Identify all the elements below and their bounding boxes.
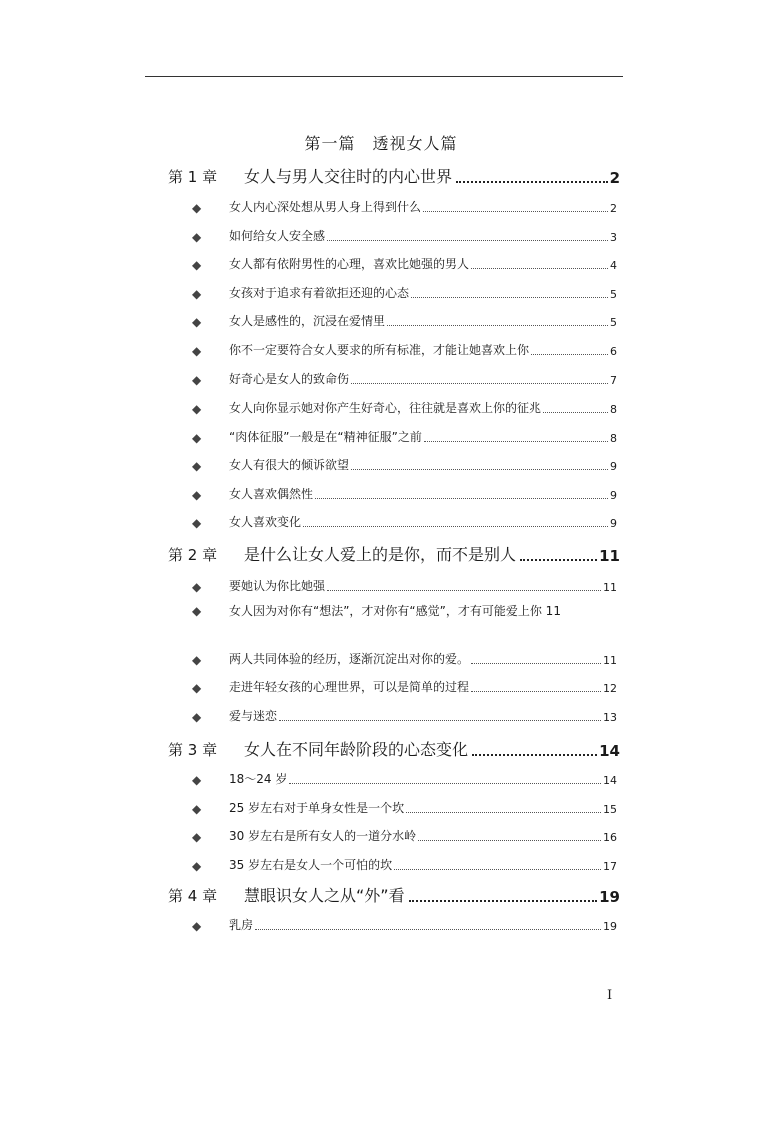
entry-title: 女人都有依附男性的心理，喜欢比她强的男人 — [229, 257, 470, 271]
chapter-number: 第 1 章 — [168, 168, 218, 186]
entry-title: “肉体征服”一般是在“精神征服”之前 — [229, 430, 422, 444]
entry-title: 35 岁左右是女人一个可怕的坎 — [229, 858, 393, 872]
diamond-bullet-icon: ◆ — [192, 344, 202, 358]
entry-title: 女人喜欢变化 — [229, 515, 302, 529]
entry-page-number: 7 — [610, 374, 617, 387]
diamond-bullet-icon: ◆ — [192, 859, 202, 873]
entry-page-number: 19 — [603, 920, 617, 933]
toc-chapter-row[interactable] — [168, 737, 620, 760]
toc-chapter-row[interactable] — [168, 164, 620, 187]
entry-title: 乳房 — [229, 918, 254, 932]
entry-page-number: 14 — [603, 774, 617, 787]
entry-title: 女人是感性的，沉浸在爱情里 — [229, 314, 386, 328]
entry-title: 女人内心深处想从男人身上得到什么 — [229, 200, 422, 214]
dot-leader — [471, 662, 601, 664]
entry-title: 两人共同体验的经历，逐渐沉淀出对你的爱。 — [229, 652, 470, 666]
diamond-bullet-icon: ◆ — [192, 773, 202, 787]
entry-page-number: 8 — [610, 403, 617, 416]
toc-entry-row[interactable] — [192, 284, 617, 301]
dot-leader — [255, 928, 601, 930]
entry-title: 女孩对于追求有着欲拒还迎的心态 — [229, 286, 410, 300]
toc-entry-row[interactable] — [192, 707, 617, 724]
dot-leader — [327, 589, 601, 591]
diamond-bullet-icon: ◆ — [192, 201, 202, 215]
dot-leader — [456, 180, 608, 183]
entry-page-number: 9 — [610, 489, 617, 502]
dot-leader — [471, 267, 608, 269]
dot-leader — [351, 382, 608, 384]
toc-entry-row[interactable] — [192, 577, 617, 594]
dot-leader — [520, 558, 597, 561]
diamond-bullet-icon: ◆ — [192, 431, 202, 445]
dot-leader — [543, 411, 608, 413]
chapter-number: 第 3 章 — [168, 741, 218, 759]
entry-title: 好奇心是女人的致命伤 — [229, 372, 350, 386]
dot-leader — [394, 868, 601, 870]
entry-page-number: 15 — [603, 803, 617, 816]
diamond-bullet-icon: ◆ — [192, 287, 202, 301]
entry-title: 你不一定要符合女人要求的所有标准，才能让她喜欢上你 — [229, 343, 530, 357]
diamond-bullet-icon: ◆ — [192, 830, 202, 844]
dot-leader — [387, 324, 608, 326]
entry-page-number: 8 — [610, 432, 617, 445]
diamond-bullet-icon: ◆ — [192, 459, 202, 473]
dot-leader — [423, 210, 608, 212]
toc-entry-row[interactable] — [192, 456, 617, 473]
entry-title: 爱与迷恋 — [229, 709, 278, 723]
entry-page-number: 13 — [603, 711, 617, 724]
entry-page-number: 5 — [610, 288, 617, 301]
dot-leader — [351, 468, 608, 470]
entry-title: 女人喜欢偶然性 — [229, 487, 314, 501]
toc-entry-row[interactable] — [192, 856, 617, 873]
toc-entry-row[interactable] — [192, 227, 617, 244]
chapter-title: 女人在不同年龄阶段的心态变化 — [244, 740, 469, 759]
dot-leader — [531, 353, 608, 355]
chapter-page-number: 11 — [599, 547, 620, 565]
entry-page-number: 3 — [610, 231, 617, 244]
dot-leader — [315, 497, 608, 499]
entry-title: 如何给女人安全感 — [229, 229, 326, 243]
diamond-bullet-icon: ◆ — [192, 258, 202, 272]
page-number: I — [607, 988, 613, 1003]
entry-title: 女人有很大的倾诉欲望 — [229, 458, 350, 472]
toc-entry-row[interactable] — [192, 770, 617, 787]
toc-entry-row[interactable] — [192, 255, 617, 272]
entry-page-number: 17 — [603, 860, 617, 873]
dot-leader — [411, 296, 608, 298]
toc-entry-row[interactable] — [192, 650, 617, 667]
diamond-bullet-icon: ◆ — [192, 402, 202, 416]
entry-page-number: 11 — [603, 654, 617, 667]
dot-leader — [303, 525, 608, 527]
toc-entry-row[interactable] — [192, 399, 617, 416]
dot-leader — [409, 899, 598, 902]
diamond-bullet-icon: ◆ — [192, 230, 202, 244]
dot-leader — [327, 239, 608, 241]
entry-title: 女人因为对你有“想法”，才对你有“感觉”，才有可能爱上你 11 — [229, 604, 561, 618]
diamond-bullet-icon: ◆ — [192, 488, 202, 502]
diamond-bullet-icon: ◆ — [192, 802, 202, 816]
toc-entry-row[interactable] — [192, 678, 617, 695]
diamond-bullet-icon: ◆ — [192, 315, 202, 329]
toc-entry-row[interactable] — [192, 603, 617, 620]
toc-entry-row[interactable] — [192, 513, 617, 530]
diamond-bullet-icon: ◆ — [192, 373, 202, 387]
chapter-page-number: 14 — [599, 742, 620, 760]
entry-title: 走进年轻女孩的心理世界，可以是简单的过程 — [229, 680, 470, 694]
toc-entry-row[interactable] — [192, 312, 617, 329]
toc-entry-row[interactable] — [192, 198, 617, 215]
chapter-title: 慧眼识女人之从“外”看 — [244, 886, 405, 905]
dot-leader — [279, 719, 601, 721]
toc-entry-row[interactable] — [192, 799, 617, 816]
chapter-number: 第 2 章 — [168, 546, 218, 564]
entry-page-number: 11 — [603, 581, 617, 594]
dot-leader — [406, 811, 601, 813]
part-title: 第一篇 透视女人篇 — [304, 134, 458, 153]
diamond-bullet-icon: ◆ — [192, 653, 202, 667]
diamond-bullet-icon: ◆ — [192, 604, 202, 618]
entry-page-number: 4 — [610, 259, 617, 272]
chapter-title: 女人与男人交往时的内心世界 — [244, 167, 453, 186]
toc-entry-row[interactable] — [192, 428, 617, 445]
dot-leader — [472, 753, 597, 756]
entry-page-number: 9 — [610, 460, 617, 473]
entry-title: 要她认为你比她强 — [229, 579, 326, 593]
entry-title: 30 岁左右是所有女人的一道分水岭 — [229, 829, 417, 843]
toc-entry-row[interactable] — [192, 827, 617, 844]
entry-page-number: 16 — [603, 831, 617, 844]
entry-title: 18～24 岁 — [229, 772, 288, 786]
dot-leader — [471, 690, 601, 692]
toc-entry-row[interactable] — [192, 341, 617, 358]
header-rule — [145, 76, 623, 77]
toc-chapter-row[interactable] — [168, 883, 620, 906]
diamond-bullet-icon: ◆ — [192, 580, 202, 594]
dot-leader — [424, 440, 608, 442]
diamond-bullet-icon: ◆ — [192, 516, 202, 530]
chapter-page-number: 2 — [609, 169, 620, 187]
toc-entry-row[interactable] — [192, 916, 617, 933]
chapter-page-number: 19 — [599, 888, 620, 906]
chapter-title: 是什么让女人爱上的是你，而不是别人 — [244, 545, 517, 564]
entry-page-number: 5 — [610, 316, 617, 329]
entry-page-number: 9 — [610, 517, 617, 530]
dot-leader — [289, 782, 601, 784]
dot-leader — [418, 839, 601, 841]
diamond-bullet-icon: ◆ — [192, 681, 202, 695]
entry-page-number: 6 — [610, 345, 617, 358]
entry-title: 女人向你显示她对你产生好奇心，往往就是喜欢上你的征兆 — [229, 401, 542, 415]
diamond-bullet-icon: ◆ — [192, 919, 202, 933]
entry-page-number: 2 — [610, 202, 617, 215]
chapter-number: 第 4 章 — [168, 887, 218, 905]
entry-title: 25 岁左右对于单身女性是一个坎 — [229, 801, 405, 815]
diamond-bullet-icon: ◆ — [192, 710, 202, 724]
toc-chapter-row[interactable] — [168, 542, 620, 565]
toc-entry-row[interactable] — [192, 485, 617, 502]
toc-entry-row[interactable] — [192, 370, 617, 387]
entry-page-number: 12 — [603, 682, 617, 695]
